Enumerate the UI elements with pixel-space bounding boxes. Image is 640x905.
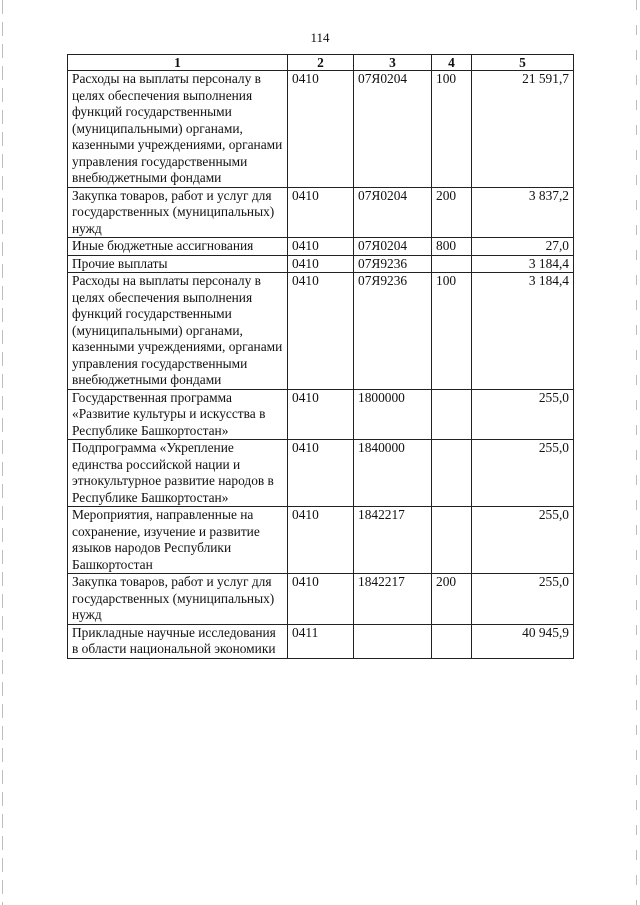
header-col-3: 3	[354, 55, 432, 71]
row-expense-kind: 200	[432, 187, 472, 238]
row-amount: 3 837,2	[472, 187, 574, 238]
header-col-5: 5	[472, 55, 574, 71]
row-name: Расходы на выплаты персоналу в целях обеспечения выполнения функций государственными (муниципальными) органами, казенными учреждениями, органами управления государственными внебюджетными фондами	[68, 71, 288, 188]
row-target-code: 07Я9236	[354, 273, 432, 390]
row-amount: 40 945,9	[472, 624, 574, 658]
row-expense-kind	[432, 255, 472, 273]
header-row	[68, 55, 574, 71]
row-name: Закупка товаров, работ и услуг для государственных (муниципальных) нужд	[68, 574, 288, 625]
row-section-code: 0410	[288, 255, 354, 273]
row-section-code: 0410	[288, 574, 354, 625]
row-section-code: 0410	[288, 440, 354, 507]
row-name: Расходы на выплаты персоналу в целях обеспечения выполнения функций государственными (муниципальными) органами, казенными учреждениями, органами управления государственными внебюджетными фондами	[68, 273, 288, 390]
table-row	[68, 624, 574, 658]
row-section-code: 0410	[288, 273, 354, 390]
row-amount: 255,0	[472, 440, 574, 507]
row-amount: 255,0	[472, 507, 574, 574]
row-amount: 3 184,4	[472, 255, 574, 273]
row-expense-kind	[432, 440, 472, 507]
row-name: Подпрограмма «Укрепление единства российской нации и этнокультурное развитие народов в Республике Башкортостан»	[68, 440, 288, 507]
table-row	[68, 255, 574, 273]
table-row	[68, 187, 574, 238]
row-target-code: 1842217	[354, 507, 432, 574]
row-section-code: 0410	[288, 507, 354, 574]
scan-edge-left	[2, 0, 3, 905]
row-amount: 21 591,7	[472, 71, 574, 188]
row-name: Государственная программа «Развитие культуры и искусства в Республике Башкортостан»	[68, 389, 288, 440]
budget-table-body	[68, 71, 574, 659]
table-row	[68, 238, 574, 256]
row-target-code: 1842217	[354, 574, 432, 625]
row-target-code	[354, 624, 432, 658]
row-name: Прикладные научные исследования в области национальной экономики	[68, 624, 288, 658]
row-target-code: 07Я9236	[354, 255, 432, 273]
row-target-code: 07Я0204	[354, 238, 432, 256]
table-row	[68, 71, 574, 188]
row-expense-kind	[432, 507, 472, 574]
page-number: 114	[310, 30, 330, 45]
row-section-code: 0410	[288, 389, 354, 440]
row-amount: 3 184,4	[472, 273, 574, 390]
scan-edge-right	[636, 0, 637, 905]
row-expense-kind: 200	[432, 574, 472, 625]
row-name: Мероприятия, направленные на сохранение, изучение и развитие языков народов Республики Башкортостан	[68, 507, 288, 574]
row-section-code: 0411	[288, 624, 354, 658]
row-expense-kind	[432, 624, 472, 658]
row-expense-kind: 800	[432, 238, 472, 256]
row-amount: 27,0	[472, 238, 574, 256]
budget-table-header	[68, 55, 574, 71]
row-target-code: 07Я0204	[354, 187, 432, 238]
table-row	[68, 507, 574, 574]
row-target-code: 1840000	[354, 440, 432, 507]
table-row	[68, 273, 574, 390]
row-amount: 255,0	[472, 389, 574, 440]
table-row	[68, 574, 574, 625]
row-name: Закупка товаров, работ и услуг для государственных (муниципальных) нужд	[68, 187, 288, 238]
budget-table	[67, 54, 574, 659]
row-section-code: 0410	[288, 71, 354, 188]
row-target-code: 1800000	[354, 389, 432, 440]
row-expense-kind	[432, 389, 472, 440]
row-name: Иные бюджетные ассигнования	[68, 238, 288, 256]
row-section-code: 0410	[288, 238, 354, 256]
header-col-2: 2	[288, 55, 354, 71]
table-row	[68, 389, 574, 440]
row-expense-kind: 100	[432, 273, 472, 390]
row-target-code: 07Я0204	[354, 71, 432, 188]
row-expense-kind: 100	[432, 71, 472, 188]
table-row	[68, 440, 574, 507]
header-col-4: 4	[432, 55, 472, 71]
row-amount: 255,0	[472, 574, 574, 625]
row-name: Прочие выплаты	[68, 255, 288, 273]
row-section-code: 0410	[288, 187, 354, 238]
header-col-1: 1	[68, 55, 288, 71]
